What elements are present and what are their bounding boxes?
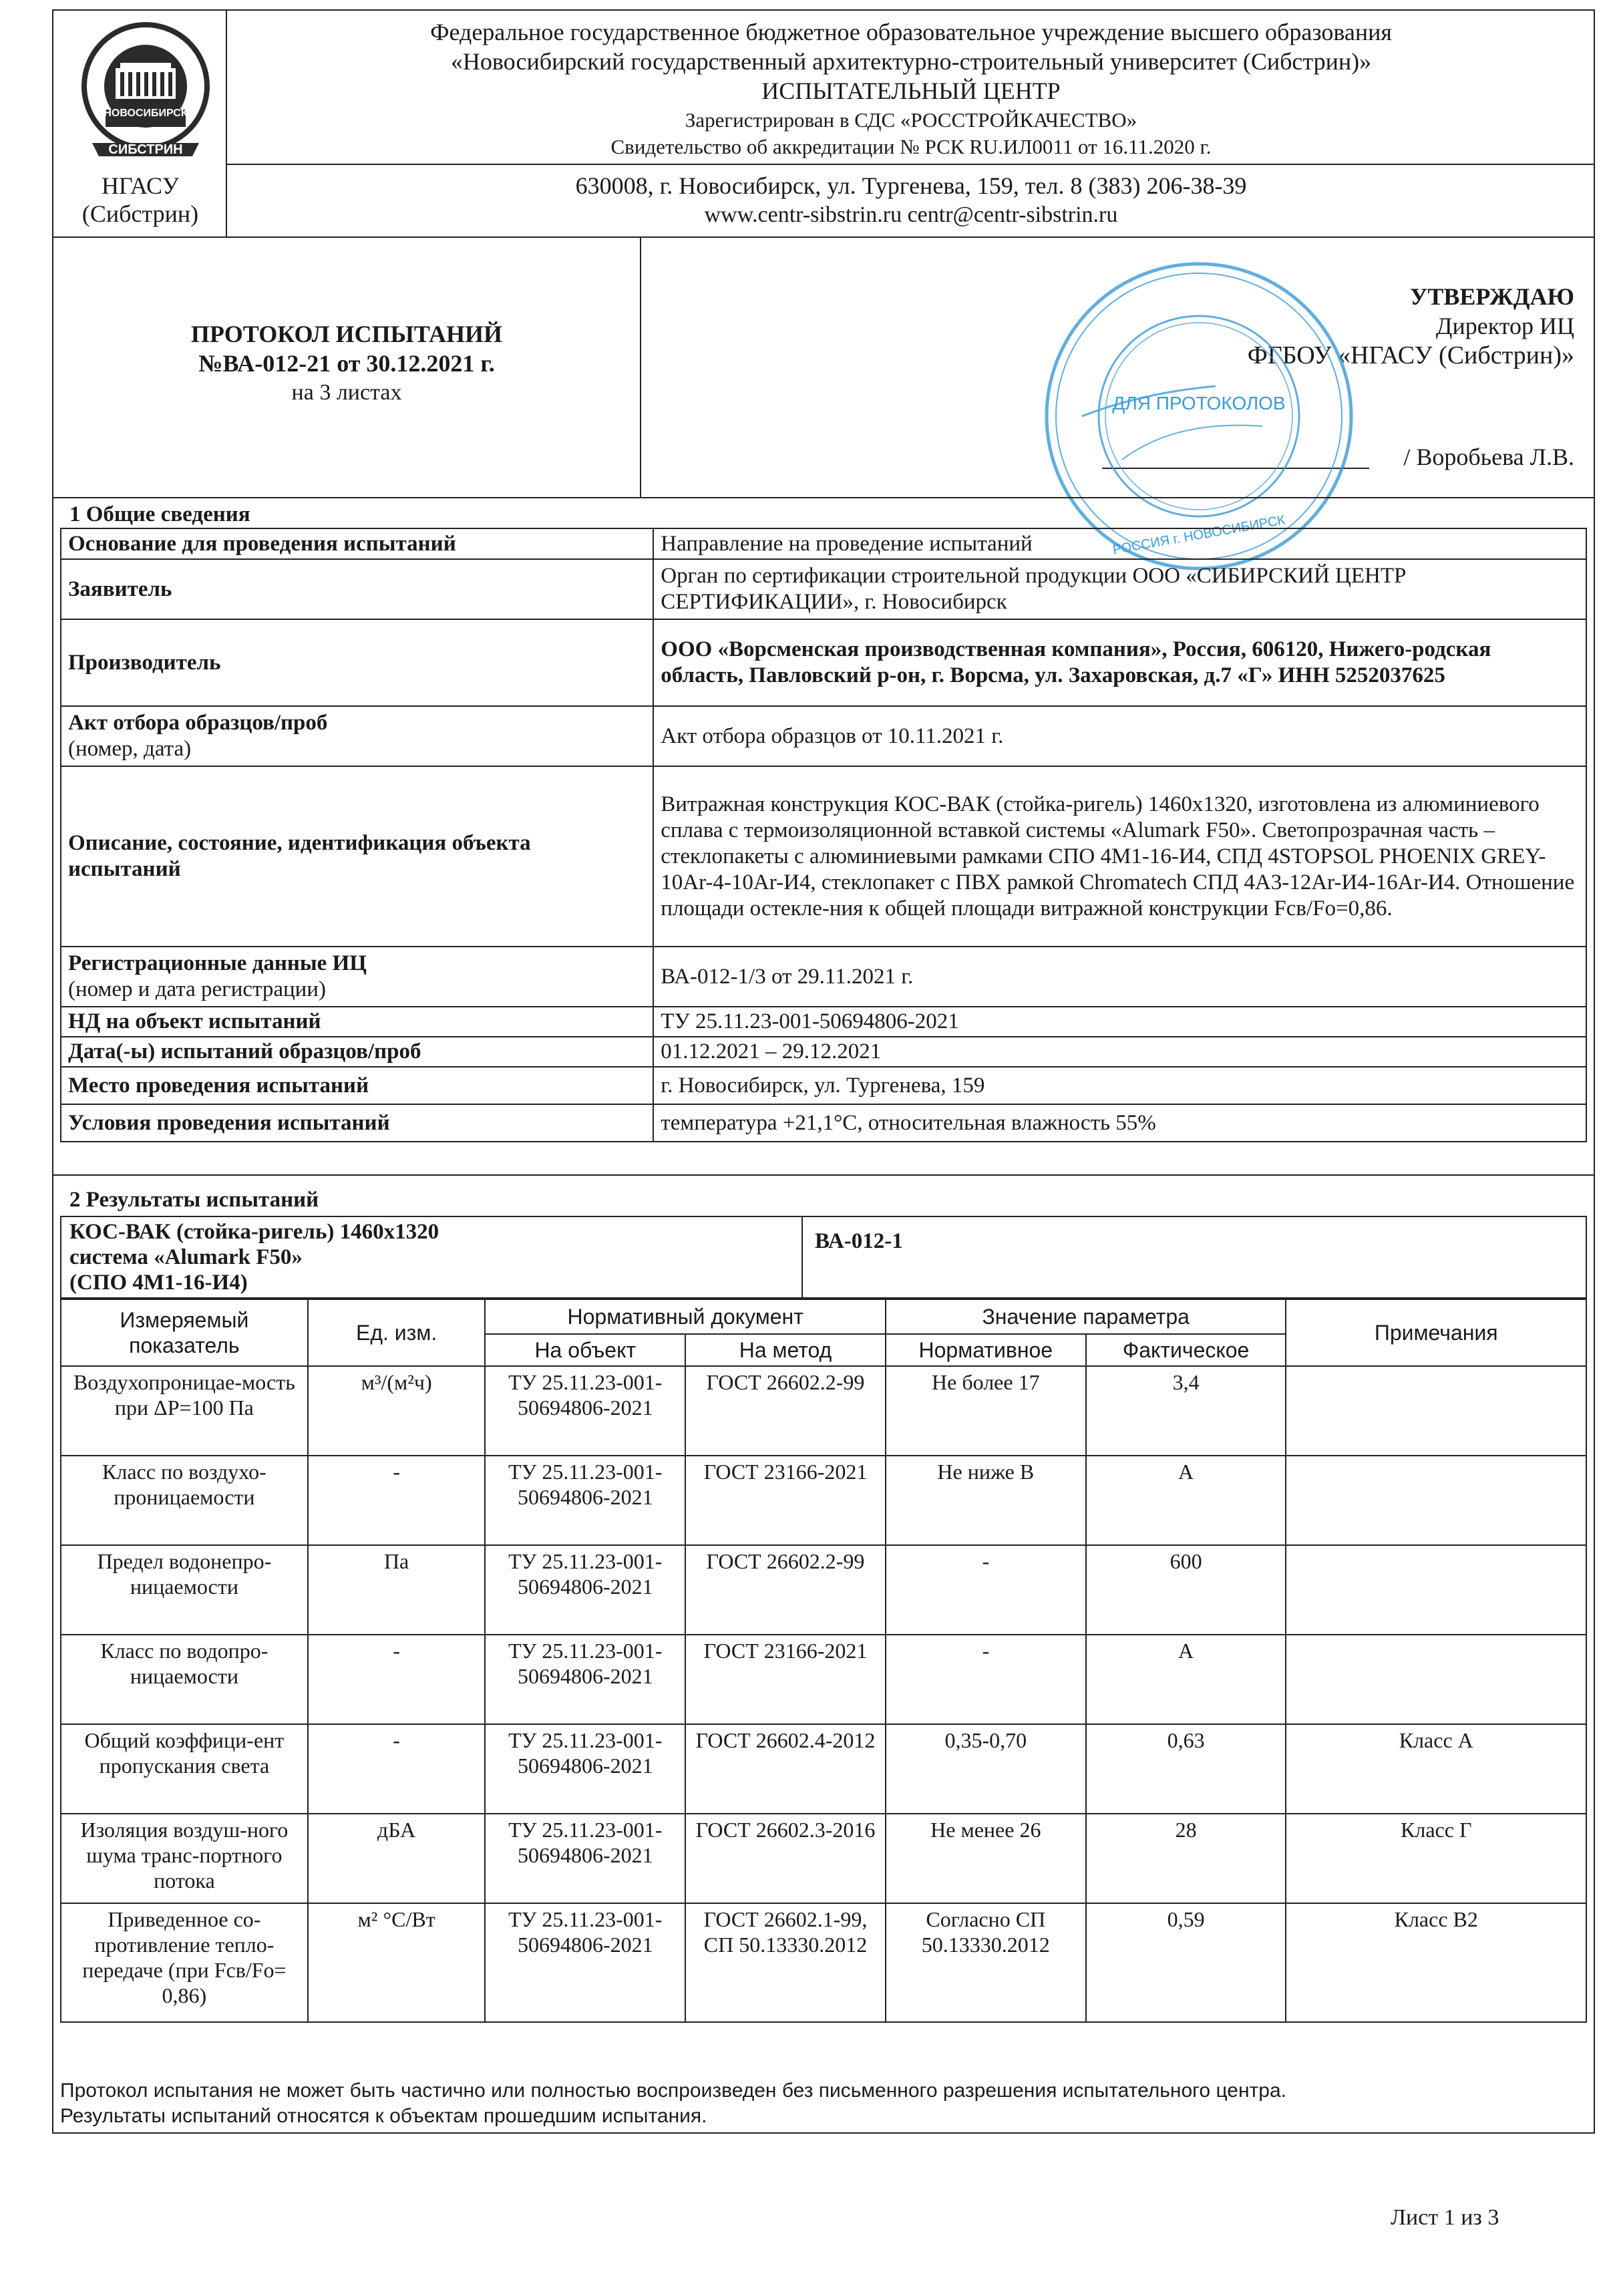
general-value: ВА-012-1/3 от 29.11.2021 г. — [653, 947, 1586, 1007]
indicator-cell: Изоляция воздуш-ного шума транс-портного потока — [61, 1814, 308, 1903]
indicator-cell: Класс по воздухо-проницаемости — [61, 1456, 308, 1545]
general-label: Заявитель — [61, 559, 653, 619]
approver-position: Директор ИЦ — [1435, 313, 1574, 339]
general-row — [61, 706, 1586, 766]
org-line-2: «Новосибирский государственный архитектурно-строительный университет (Сибстрин)» — [450, 48, 1372, 75]
general-label: Акт отбора образцов/проб — [68, 711, 328, 735]
object-line-3: (СПО 4М1-16-И4) — [69, 1271, 248, 1295]
on-method-cell: ГОСТ 23166-2021 — [685, 1456, 886, 1545]
general-value: Витражная конструкция КОС-ВАК (стойка-ригель) 1460x1320, изготовлена из алюминиевого сплава с термоизоляционной вставкой системы «Alumark F50». Светопрозрачная часть – стеклопакеты с алюминиевыми рамками СПО 4М1-16-И4, СПД 4STOPSOL PHOENIX GREY-10Ar-4-10Ar-И4, стеклопакет с ПВХ рамкой Chromatech СПД 4А3-12Ar-И4-16Ar-И4. Отношение площади остекле-ния к общей площади витражной конструкции Fсв/Fо=0,86. — [653, 766, 1586, 947]
header-normdoc: Нормативный документ — [485, 1299, 885, 1334]
normative-cell: Не более 17 — [886, 1366, 1086, 1456]
logo-city: НОВОСИБИРСК — [104, 108, 188, 119]
protocol-title: ПРОТОКОЛ ИСПЫТАНИЙ — [190, 321, 503, 347]
on-method-cell: ГОСТ 26602.4-2012 — [685, 1724, 886, 1814]
general-label-cell — [61, 947, 653, 1007]
notes-cell: Класс Г — [1286, 1814, 1586, 1903]
actual-cell: А — [1086, 1635, 1286, 1724]
header-param-value: Значение параметра — [886, 1299, 1286, 1334]
general-label: Описание, состояние, идентификация объекта испытаний — [61, 766, 653, 947]
page-number: Лист 1 из 3 — [1391, 2205, 1499, 2230]
on-object-cell: ТУ 25.11.23-001-50694806-2021 — [485, 1635, 685, 1724]
header-notes: Примечания — [1286, 1299, 1586, 1366]
table-row — [61, 1366, 1586, 1456]
normative-cell: - — [886, 1545, 1086, 1635]
general-label: Условия проведения испытаний — [61, 1104, 653, 1142]
object-divider — [801, 1216, 803, 1299]
disclaimer-line-1: Протокол испытания не может быть частично или полностью воспроизведен без письменного разрешения испытательного центра. — [60, 2080, 1286, 2102]
unit-cell: - — [308, 1456, 486, 1545]
results-section-title: 2 Результаты испытаний — [69, 1188, 319, 1212]
general-section-title: 1 Общие сведения — [69, 502, 250, 526]
notes-cell — [1286, 1635, 1586, 1724]
actual-cell: 28 — [1086, 1814, 1286, 1903]
unit-cell: Па — [308, 1545, 486, 1635]
header-normative: Нормативное — [886, 1334, 1086, 1366]
header-unit: Ед. изм. — [308, 1299, 486, 1366]
on-method-cell: ГОСТ 26602.2-99 — [685, 1366, 886, 1456]
notes-cell — [1286, 1366, 1586, 1456]
general-value: ТУ 25.11.23-001-50694806-2021 — [653, 1007, 1586, 1037]
normative-cell: - — [886, 1635, 1086, 1724]
general-row — [61, 1104, 1586, 1142]
approver-org: ФГБОУ «НГАСУ (Сибстрин)» — [1247, 341, 1574, 369]
unit-cell: - — [308, 1724, 486, 1814]
on-object-cell: ТУ 25.11.23-001-50694806-2021 — [485, 1724, 685, 1814]
university-logo — [79, 16, 212, 163]
general-label: Дата(-ы) испытаний образцов/проб — [61, 1037, 653, 1067]
indicator-cell: Класс по водопро-ницаемости — [61, 1635, 308, 1724]
logo-name: СИБСТРИН — [108, 142, 183, 157]
indicator-cell: Приведенное со-противление тепло-передаче (при Fсв/Fо= 0,86) — [61, 1903, 308, 2022]
notes-cell — [1286, 1545, 1586, 1635]
general-label: Регистрационные данные ИЦ — [68, 951, 367, 975]
header-on-method: На метод — [685, 1334, 886, 1366]
actual-cell: 0,63 — [1086, 1724, 1286, 1814]
object-line-1: КОС-ВАК (стойка-ригель) 1460х1320 — [69, 1220, 439, 1244]
general-value: Орган по сертификации строительной продукции ООО «СИБИРСКИЙ ЦЕНТР СЕРТИФИКАЦИИ», г. Новосибирск — [653, 559, 1586, 619]
notes-cell: Класс А — [1286, 1724, 1586, 1814]
general-label: Производитель — [61, 619, 653, 706]
org-line-1: Федеральное государственное бюджетное образовательное учреждение высшего образования — [430, 19, 1392, 45]
actual-cell: 3,4 — [1086, 1366, 1286, 1456]
protocol-number: №ВА-012-21 от 30.12.2021 г. — [198, 350, 495, 377]
header-indicator: Измеряемый показатель — [61, 1299, 308, 1366]
normative-cell: Не менее 26 — [886, 1814, 1086, 1903]
actual-cell: 0,59 — [1086, 1903, 1286, 2022]
unit-cell: м³/(м²ч) — [308, 1366, 486, 1456]
protocol-sheets: на 3 листах — [291, 380, 402, 405]
on-object-cell: ТУ 25.11.23-001-50694806-2021 — [485, 1903, 685, 2022]
on-object-cell: ТУ 25.11.23-001-50694806-2021 — [485, 1456, 685, 1545]
general-row — [61, 1067, 1586, 1104]
results-table — [60, 1299, 1587, 2023]
on-object-cell: ТУ 25.11.23-001-50694806-2021 — [485, 1366, 685, 1456]
general-sublabel: (номер, дата) — [68, 737, 192, 761]
general-table — [60, 528, 1587, 1142]
table-row — [61, 1903, 1586, 2022]
unit-cell: м² °С/Вт — [308, 1903, 486, 2022]
table-row — [61, 1635, 1586, 1724]
general-label-cell — [61, 706, 653, 766]
general-value: температура +21,1°С, относительная влажность 55% — [653, 1104, 1586, 1142]
header-separator — [226, 164, 1595, 165]
table-row — [61, 1456, 1586, 1545]
general-value: г. Новосибирск, ул. Тургенева, 159 — [653, 1067, 1586, 1104]
title-divider — [640, 236, 641, 498]
general-row — [61, 528, 1586, 559]
table-row — [61, 1814, 1586, 1903]
header-actual: Фактическое — [1086, 1334, 1286, 1366]
object-line-2: система «Alumark F50» — [69, 1245, 303, 1269]
on-object-cell: ТУ 25.11.23-001-50694806-2021 — [485, 1814, 685, 1903]
unit-cell: - — [308, 1635, 486, 1724]
normative-cell: Согласно СП 50.13330.2012 — [886, 1903, 1086, 2022]
address-line: 630008, г. Новосибирск, ул. Тургенева, 159, тел. 8 (383) 206-38-39 — [575, 172, 1247, 199]
notes-cell — [1286, 1456, 1586, 1545]
center-name: ИСПЫТАТЕЛЬНЫЙ ЦЕНТР — [761, 77, 1061, 104]
table-row — [61, 1545, 1586, 1635]
indicator-cell: Общий коэффици-ент пропускания света — [61, 1724, 308, 1814]
general-value: Направление на проведение испытаний — [653, 528, 1586, 559]
on-method-cell: ГОСТ 26602.2-99 — [685, 1545, 886, 1635]
logo-caption-1: НГАСУ — [101, 172, 180, 199]
general-row — [61, 1037, 1586, 1067]
general-row — [61, 1007, 1586, 1037]
on-method-cell: ГОСТ 26602.3-2016 — [685, 1814, 886, 1903]
registered-line: Зарегистрирован в СДС «РОССТРОЙКАЧЕСТВО» — [685, 108, 1137, 132]
table-row — [61, 1724, 1586, 1814]
general-sublabel: (номер и дата регистрации) — [68, 977, 326, 1001]
indicator-cell: Воздухопроницае-мость при ΔP=100 Па — [61, 1366, 308, 1456]
on-object-cell: ТУ 25.11.23-001-50694806-2021 — [485, 1545, 685, 1635]
general-value: ООО «Ворсменская производственная компания», Россия, 606120, Нижего-родская область, Павловский р-он, г. Ворсма, ул. Захаровская, д.7 «Г» ИНН 5252037625 — [653, 619, 1586, 706]
actual-cell: 600 — [1086, 1545, 1286, 1635]
accreditation-line: Свидетельство об аккредитации № РСК RU.ИЛ0011 от 16.11.2020 г. — [610, 135, 1212, 158]
notes-cell: Класс В2 — [1286, 1903, 1586, 2022]
web-line: www.centr-sibstrin.ru centr@centr-sibstrin.ru — [704, 202, 1118, 227]
on-method-cell: ГОСТ 26602.1-99, СП 50.13330.2012 — [685, 1903, 886, 2022]
general-value: 01.12.2021 – 29.12.2021 — [653, 1037, 1586, 1067]
actual-cell: А — [1086, 1456, 1286, 1545]
general-label: Место проведения испытаний — [61, 1067, 653, 1104]
stamp-city: РОССИЯ г. НОВОСИБИРСК — [1111, 512, 1286, 558]
general-label: Основание для проведения испытаний — [61, 528, 653, 559]
general-row — [61, 947, 1586, 1007]
normative-cell: Не ниже В — [886, 1456, 1086, 1545]
sample-id: ВА-012-1 — [815, 1229, 903, 1253]
header-on-object: На объект — [485, 1334, 685, 1366]
unit-cell: дБА — [308, 1814, 486, 1903]
logo-caption-2: (Сибстрин) — [81, 200, 199, 227]
approve-label: УТВЕРЖДАЮ — [1409, 283, 1574, 310]
disclaimer-line-2: Результаты испытаний относятся к объектам прошедшим испытания. — [60, 2105, 707, 2127]
on-method-cell: ГОСТ 23166-2021 — [685, 1635, 886, 1724]
indicator-cell: Предел водонепро-ницаемости — [61, 1545, 308, 1635]
general-label: НД на объект испытаний — [61, 1007, 653, 1037]
normative-cell: 0,35-0,70 — [886, 1724, 1086, 1814]
approver-signer: / Воробьева Л.В. — [1403, 444, 1574, 470]
general-row — [61, 619, 1586, 706]
general-value: Акт отбора образцов от 10.11.2021 г. — [653, 706, 1586, 766]
stamp-label: ДЛЯ ПРОТОКОЛОВ — [1112, 393, 1286, 414]
general-row — [61, 766, 1586, 947]
general-row — [61, 559, 1586, 619]
